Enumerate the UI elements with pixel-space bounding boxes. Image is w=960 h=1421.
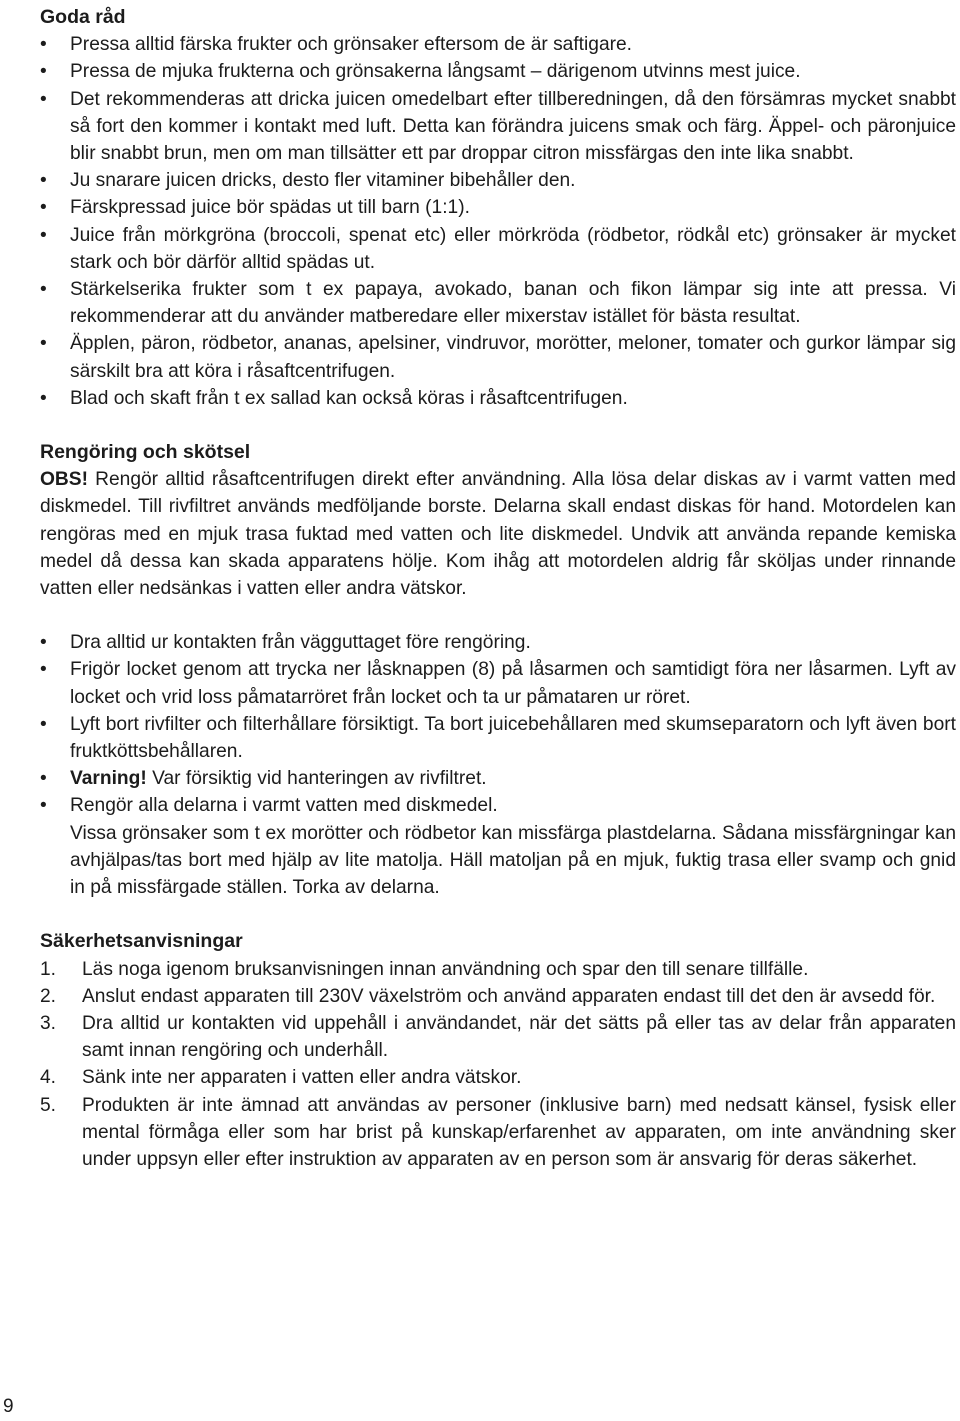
list-item: 3. Dra alltid ur kontakten vid uppehåll i användandet, när det sätts på eller tas av delar från apparaten samt innan rengöring och underhåll. bbox=[40, 1010, 956, 1064]
bullet-icon: • bbox=[40, 387, 47, 409]
list-item: 2. Anslut endast apparaten till 230V växelström och använd apparaten endast till det den är avsedd för. bbox=[40, 983, 956, 1010]
list-item: • Färskpressad juice bör spädas ut till barn (1:1). bbox=[40, 194, 956, 221]
page-number: 9 bbox=[3, 1396, 14, 1417]
bullet-icon: • bbox=[40, 224, 47, 246]
manual-page bbox=[40, 4, 956, 1173]
list-item: • Stärkelserika frukter som t ex papaya, avokado, banan och fikon lämpar sig inte att pressa. Vi rekommenderar att du använder matberedare eller mixerstav istället för bästa resultat. bbox=[40, 276, 956, 330]
list-number: 5. bbox=[40, 1094, 57, 1116]
list-item: 5. Produkten är inte ämnad att användas av personer (inklusive barn) med nedsatt känsel, fysisk eller mental förmåga eller som har brist på kunskap/erfarenhet av apparaten, om inte användning sker under uppsyn eller efter instruktion av apparaten av en person som är ansvarig för deras säkerhet. bbox=[40, 1092, 956, 1174]
list-item: • Dra alltid ur kontakten från vägguttaget före rengöring. bbox=[40, 629, 956, 656]
bullet-icon: • bbox=[40, 170, 47, 192]
list-item: • Pressa de mjuka frukterna och grönsakerna långsamt – därigenom utvinns mest juice. bbox=[40, 58, 956, 85]
bullet-icon: • bbox=[40, 632, 47, 654]
list-item: • Äpplen, päron, rödbetor, ananas, apelsiner, vindruvor, morötter, meloner, tomater och gurkor lämpar sig särskilt bra att köra i råsaftcentrifugen. bbox=[40, 330, 956, 384]
heading-sakerhet: Säkerhetsanvisningar bbox=[40, 930, 243, 953]
list-item: • Frigör locket genom att trycka ner låsknappen (8) på låsarmen och samtidigt föra ner låsarmen. Lyft av locket och vrid loss påmatarröret från locket och ta ur påmataren ur röret. bbox=[40, 656, 956, 710]
bullet-icon: • bbox=[40, 768, 47, 790]
bullet-icon: • bbox=[40, 333, 47, 355]
list-item: • Pressa alltid färska frukter och grönsaker eftersom de är saftigare. bbox=[40, 31, 956, 58]
heading-goda-rad: Goda råd bbox=[40, 6, 126, 28]
list-item: • Ju snarare juicen dricks, desto fler vitaminer bibehåller den. bbox=[40, 167, 956, 194]
warning-label: Varning! bbox=[70, 768, 147, 790]
bullet-icon: • bbox=[40, 279, 47, 301]
spacer bbox=[40, 602, 956, 629]
bullet-icon: • bbox=[40, 34, 47, 56]
spacer bbox=[40, 901, 956, 928]
heading-rengoring: Rengöring och skötsel bbox=[40, 441, 251, 464]
list-item: • Lyft bort rivfilter och filterhållare försiktigt. Ta bort juicebehållaren med skumseparatorn och lyft även bort fruktköttsbehållaren. bbox=[40, 711, 956, 765]
bullet-icon: • bbox=[40, 61, 47, 83]
bullet-icon: • bbox=[40, 88, 47, 110]
spacer bbox=[40, 412, 956, 439]
list-item: • Varning! Var försiktig vid hanteringen av rivfiltret. bbox=[40, 765, 956, 792]
list-number: 3. bbox=[40, 1012, 57, 1034]
bullet-icon: • bbox=[40, 713, 47, 735]
list-item: 1. Läs noga igenom bruksanvisningen innan användning och spar den till senare tillfälle. bbox=[40, 956, 956, 983]
safety-list bbox=[40, 956, 956, 1174]
bullet-icon: • bbox=[40, 659, 47, 681]
list-number: 2. bbox=[40, 985, 57, 1007]
list-item: • Det rekommenderas att dricka juicen omedelbart efter tillberedningen, då den försämras mycket snabbt så fort den kommer i kontakt med luft. Detta kan förändra juicens smak och färg. Äppel- och päronjuice blir snabbt brun, men om man tillsätter ett par droppar citron missfärgas den inte lika snabbt. bbox=[40, 86, 956, 168]
list-item: 4. Sänk inte ner apparaten i vatten eller andra vätskor. bbox=[40, 1064, 956, 1091]
list-item: • Rengör alla delarna i varmt vatten med diskmedel. Vissa grönsaker som t ex morötter och rödbetor kan missfärga plastdelarna. Sådana missfärgningar kan avhjälpas/tas bort med hjälp av lite matolja. Häll matoljan på en mjuk, fuktig trasa eller svamp och gnid in på missfärgade ställen. Torka av delarna. bbox=[40, 792, 956, 901]
list-item: • Blad och skaft från t ex sallad kan också köras i råsaftcentrifugen. bbox=[40, 385, 956, 412]
list-number: 4. bbox=[40, 1067, 57, 1089]
obs-label: OBS! bbox=[40, 469, 88, 491]
list-number: 1. bbox=[40, 958, 57, 980]
tips-list bbox=[40, 31, 956, 412]
bullet-icon: • bbox=[40, 795, 47, 817]
cleaning-list bbox=[40, 629, 956, 901]
list-item: • Juice från mörkgröna (broccoli, spenat etc) eller mörkröda (rödbetor, rödkål etc) grönsaker är mycket stark och bör därför alltid spädas ut. bbox=[40, 222, 956, 276]
bullet-icon: • bbox=[40, 197, 47, 219]
cleaning-paragraph: OBS! Rengör alltid råsaftcentrifugen direkt efter användning. Alla lösa delar diskas av i varmt vatten med diskmedel. Till rivfiltret används medföljande borste. Delarna skall endast diskas för hand. Motordelen kan rengöras med en mjuk trasa fuktad med vatten och lite diskmedel. Undvik att använda repande kemiska medel då dessa kan skada apparatens hölje. Kom ihåg att motordelen aldrig får sköljas under rinnande vatten eller nedsänkas i vatten eller andra vätskor. bbox=[40, 469, 956, 600]
